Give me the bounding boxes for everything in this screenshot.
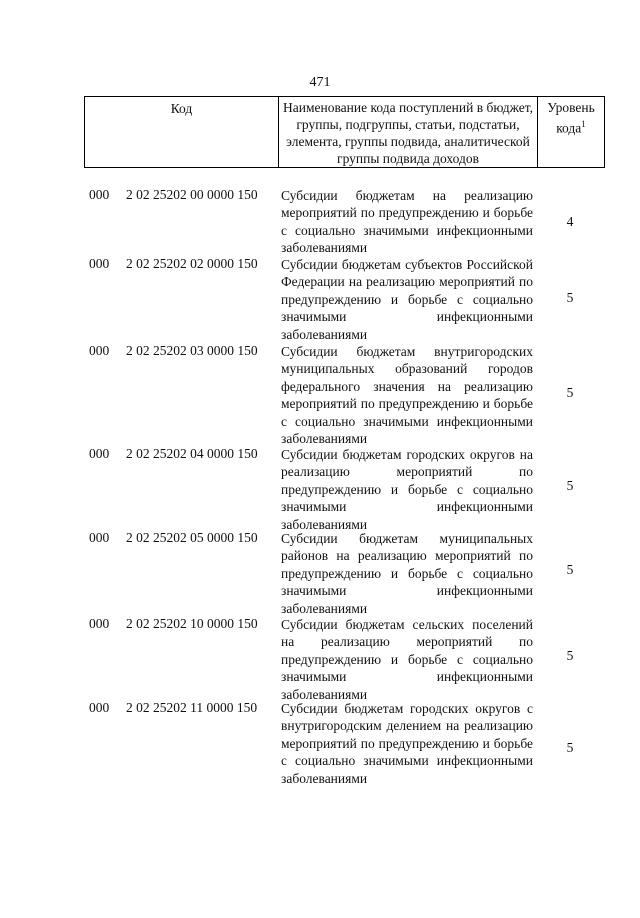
income-name: Субсидии бюджетам субъектов Российской Федерации на реализацию мероприятий по предупреждению и борьбе с социально значимыми инфекционными заболеваниями — [281, 257, 533, 342]
income-name: Субсидии бюджетам городских округов с внутригородским делением на реализацию мероприятий по предупреждению и борьбе с социально значимыми инфекционными заболеваниями — [281, 701, 533, 786]
income-name: Субсидии бюджетам сельских поселений на реализацию мероприятий по предупреждению и борьбе с социально значимыми инфекционными заболеваниями — [281, 617, 533, 702]
header-code: Код — [85, 97, 279, 167]
admin-code: 000 — [89, 616, 110, 631]
income-code: 2 02 25202 03 0000 150 — [126, 343, 258, 358]
admin-code: 000 — [89, 187, 110, 202]
income-name: Субсидии бюджетам на реализацию мероприятий по предупреждению и борьбе с социально значимыми инфекционными заболеваниями — [281, 188, 533, 256]
header-level-label: Уровень кода — [547, 100, 595, 136]
income-name: Субсидии бюджетам муниципальных районов на реализацию мероприятий по предупреждению и борьбе с социально значимыми инфекционными заболеваниями — [281, 531, 533, 616]
income-code: 2 02 25202 11 0000 150 — [126, 700, 258, 715]
income-name: Субсидии бюджетам внутригородских муниципальных образований городов федерального значения на реализацию мероприятий по предупреждению и борьбе с социально значимыми инфекционными заболеваниями — [281, 344, 533, 447]
header-level-footnote: 1 — [581, 119, 586, 129]
income-code: 2 02 25202 04 0000 150 — [126, 446, 258, 461]
code-level: 5 — [566, 648, 574, 663]
income-code: 2 02 25202 10 0000 150 — [126, 616, 258, 631]
admin-code: 000 — [89, 343, 110, 358]
code-level: 5 — [566, 290, 574, 305]
admin-code: 000 — [89, 446, 110, 461]
code-level: 5 — [566, 562, 574, 577]
admin-code: 000 — [89, 700, 110, 715]
admin-code: 000 — [89, 256, 110, 271]
income-code: 2 02 25202 05 0000 150 — [126, 530, 258, 545]
code-level: 5 — [566, 385, 574, 400]
table-header — [84, 96, 605, 168]
header-level — [538, 97, 604, 167]
income-code: 2 02 25202 02 0000 150 — [126, 256, 258, 271]
code-level: 5 — [566, 478, 574, 493]
code-level: 4 — [566, 214, 574, 229]
page-number: 471 — [309, 75, 331, 90]
income-code: 2 02 25202 00 0000 150 — [126, 187, 258, 202]
income-name: Субсидии бюджетам городских округов на реализацию мероприятий по предупреждению и борьбе с социально значимыми инфекционными заболеваниями — [281, 447, 533, 532]
header-name: Наименование кода поступлений в бюджет, группы, подгруппы, статьи, подстатьи, элемента, группы подвида, аналитической группы подвида доходов — [279, 97, 538, 167]
code-level: 5 — [566, 740, 574, 755]
admin-code: 000 — [89, 530, 110, 545]
